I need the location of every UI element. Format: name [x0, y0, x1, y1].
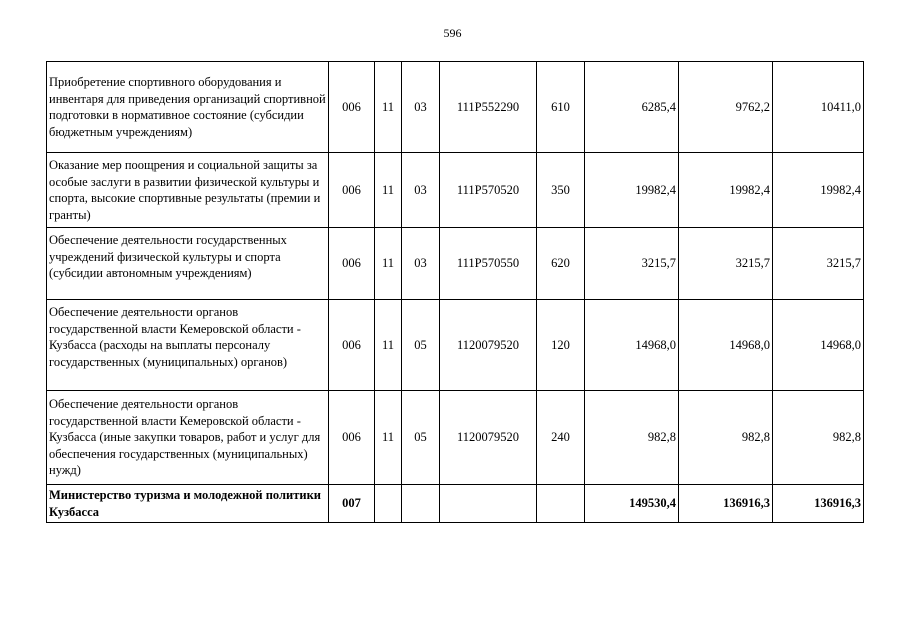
section-code: 11 [375, 62, 402, 153]
target-article: 111Р552290 [440, 62, 537, 153]
section-code: 11 [375, 300, 402, 391]
row-name: Обеспечение деятельности органов государственной власти Кемеровской области - Кузбасса (расходы на выплаты персоналу государственных (муниципальных) органов) [47, 300, 329, 391]
ministry-code: 006 [329, 391, 375, 485]
budget-table [46, 61, 864, 523]
sum-year-1: 6285,4 [585, 62, 679, 153]
target-article: 1120079520 [440, 391, 537, 485]
subsection-code: 05 [402, 300, 440, 391]
row-name: Министерство туризма и молодежной политики Кузбасса [47, 485, 329, 523]
sum-year-3: 982,8 [773, 391, 864, 485]
table-row [47, 300, 864, 391]
row-name: Обеспечение деятельности органов государственной власти Кемеровской области - Кузбасса (иные закупки товаров, работ и услуг для обеспечения государственных (муниципальных) нужд) [47, 391, 329, 485]
section-code: 11 [375, 153, 402, 228]
ministry-code: 006 [329, 62, 375, 153]
sum-year-1: 14968,0 [585, 300, 679, 391]
table-row-total [47, 485, 864, 523]
section-code: 11 [375, 228, 402, 300]
row-name: Приобретение спортивного оборудования и инвентаря для приведения организаций спортивной подготовки в нормативное состояние (субсидии бюджетным учреждениям) [47, 62, 329, 153]
target-article: 111Р570550 [440, 228, 537, 300]
table-row [47, 153, 864, 228]
ministry-code: 006 [329, 153, 375, 228]
expense-type: 610 [537, 62, 585, 153]
expense-type [537, 485, 585, 523]
table-row [47, 228, 864, 300]
sum-year-3: 10411,0 [773, 62, 864, 153]
expense-type: 240 [537, 391, 585, 485]
expense-type: 120 [537, 300, 585, 391]
sum-year-1: 3215,7 [585, 228, 679, 300]
expense-type: 350 [537, 153, 585, 228]
target-article: 111Р570520 [440, 153, 537, 228]
sum-year-3: 19982,4 [773, 153, 864, 228]
row-name: Обеспечение деятельности государственных учреждений физической культуры и спорта (субсидии автономным учреждениям) [47, 228, 329, 300]
sum-year-2: 19982,4 [679, 153, 773, 228]
section-code: 11 [375, 391, 402, 485]
sum-year-3: 14968,0 [773, 300, 864, 391]
sum-year-2: 3215,7 [679, 228, 773, 300]
page-number: 596 [443, 26, 462, 40]
target-article: 1120079520 [440, 300, 537, 391]
expense-type: 620 [537, 228, 585, 300]
subsection-code: 03 [402, 228, 440, 300]
table-row [47, 62, 864, 153]
subsection-code: 05 [402, 391, 440, 485]
sum-year-1: 19982,4 [585, 153, 679, 228]
subsection-code: 03 [402, 153, 440, 228]
ministry-code: 007 [329, 485, 375, 523]
subsection-code: 03 [402, 62, 440, 153]
sum-year-2: 982,8 [679, 391, 773, 485]
sum-year-3: 136916,3 [773, 485, 864, 523]
table-row [47, 391, 864, 485]
target-article [440, 485, 537, 523]
ministry-code: 006 [329, 228, 375, 300]
sum-year-1: 149530,4 [585, 485, 679, 523]
section-code [375, 485, 402, 523]
sum-year-1: 982,8 [585, 391, 679, 485]
subsection-code [402, 485, 440, 523]
sum-year-3: 3215,7 [773, 228, 864, 300]
row-name: Оказание мер поощрения и социальной защиты за особые заслуги в развитии физической культуры и спорта, высокие спортивные результаты (премии и гранты) [47, 153, 329, 228]
sum-year-2: 9762,2 [679, 62, 773, 153]
ministry-code: 006 [329, 300, 375, 391]
sum-year-2: 14968,0 [679, 300, 773, 391]
sum-year-2: 136916,3 [679, 485, 773, 523]
